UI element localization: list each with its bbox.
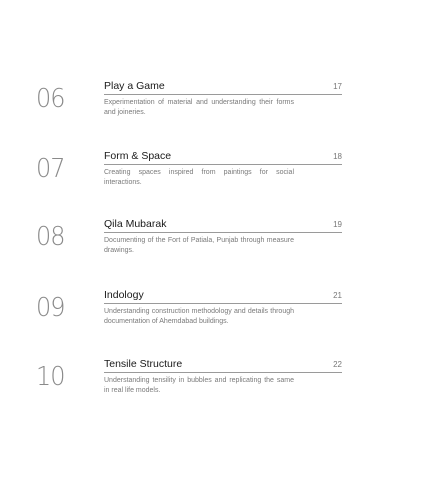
section-description: Creating spaces inspired from paintings for social interactions.: [104, 169, 294, 186]
divider: [104, 372, 342, 373]
divider: [104, 94, 342, 95]
toc-entry-tensile-structure[interactable]: [0, 358, 426, 418]
section-title[interactable]: Indology: [104, 289, 144, 301]
toc-entry-play-a-game[interactable]: [0, 80, 426, 140]
section-description: Documenting of the Fort of Patiala, Punjab through measure drawings.: [104, 237, 294, 254]
page-number: 21: [333, 291, 342, 300]
section-description: Experimentation of material and understanding their forms and joineries.: [104, 99, 294, 116]
page-number: 19: [333, 220, 342, 229]
section-title[interactable]: Qila Mubarak: [104, 218, 167, 230]
divider: [104, 164, 342, 165]
toc-entry-form-and-space[interactable]: [0, 150, 426, 210]
section-number: 07: [36, 154, 65, 184]
divider: [104, 303, 342, 304]
divider: [104, 232, 342, 233]
toc-entry-qila-mubarak[interactable]: [0, 218, 426, 278]
section-number: 06: [36, 84, 65, 114]
page-number: 22: [333, 360, 342, 369]
toc-entry-indology[interactable]: [0, 289, 426, 349]
section-title[interactable]: Play a Game: [104, 80, 165, 92]
page-number: 18: [333, 152, 342, 161]
section-number: 10: [36, 362, 65, 392]
section-number: 09: [36, 293, 65, 323]
section-title[interactable]: Form & Space: [104, 150, 172, 162]
section-description: Understanding construction methodology and details through documentation of Ahemdabad buildings.: [104, 308, 294, 325]
section-description: Understanding tensility in bubbles and replicating the same in real life models.: [104, 377, 294, 394]
section-number: 08: [36, 222, 65, 252]
page-number: 17: [333, 82, 342, 91]
section-title[interactable]: Tensile Structure: [104, 358, 183, 370]
